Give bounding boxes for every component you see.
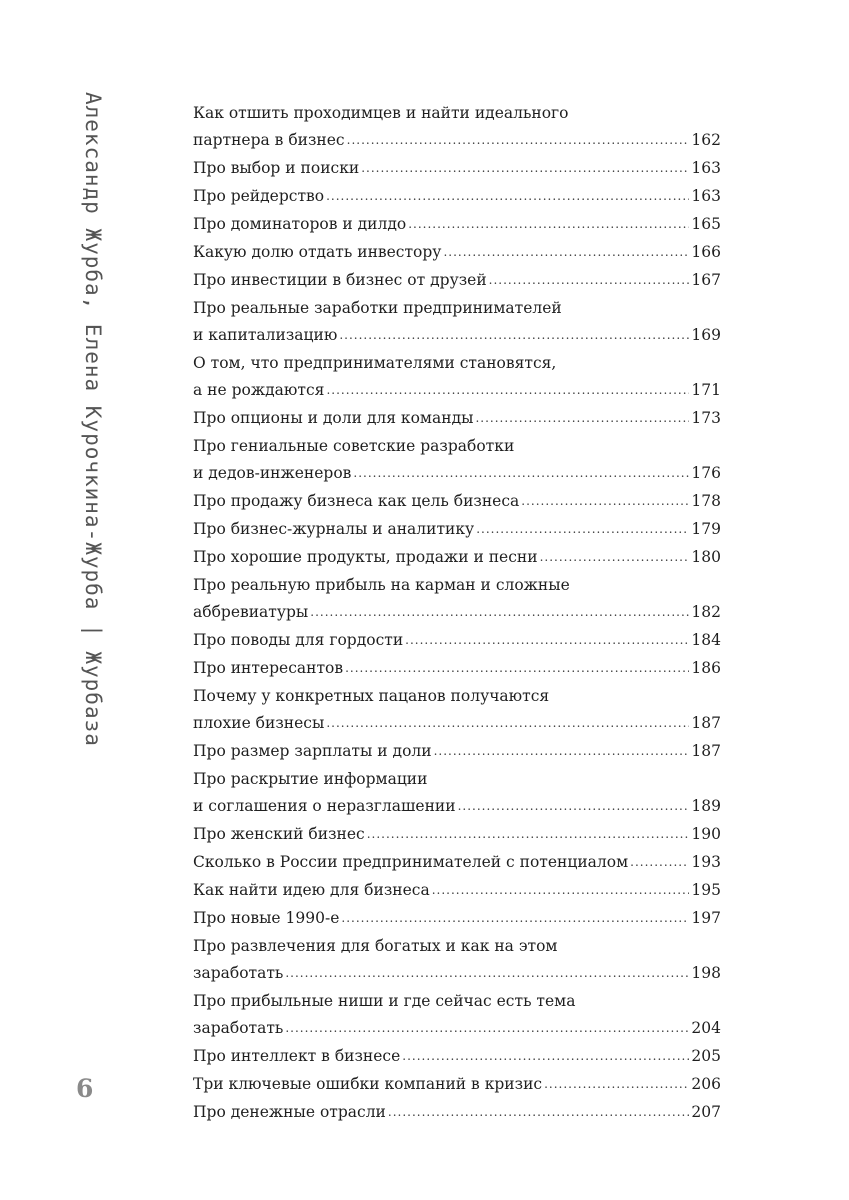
toc-page-number: 171 [691, 381, 721, 399]
toc-page-number: 205 [691, 1047, 721, 1065]
running-head: Александр Журба, Елена Курочкина-Журба | Журбаза [81, 92, 105, 747]
toc-dot-leader [489, 266, 690, 294]
toc-entry-title: Про продажу бизнеса как цель бизнеса [193, 492, 520, 510]
toc-entry-line [193, 655, 721, 683]
toc-entry-title: Как найти идею для бизнеса [193, 881, 430, 899]
toc-entry-line [193, 516, 721, 544]
table-of-contents [193, 100, 721, 1127]
toc-entry-title: Про размер зарплаты и доли [193, 742, 432, 760]
toc-page-number: 206 [691, 1075, 721, 1093]
toc-page-number: 197 [691, 909, 721, 927]
toc-entry-title: Какую долю отдать инвестору [193, 243, 442, 261]
toc-dot-leader [353, 459, 689, 487]
toc-page-number: 169 [691, 326, 721, 344]
toc-entry-title: Про бизнес-журналы и аналитику [193, 520, 475, 538]
toc-page-number: 193 [691, 853, 721, 871]
toc-dot-leader [405, 626, 689, 654]
toc-entry-title: Три ключевые ошибки компаний в кризис [193, 1075, 543, 1093]
toc-entry-title-line: Почему у конкретных пацанов получаются [193, 687, 550, 705]
toc-entry[interactable] [193, 988, 721, 1043]
toc-page-number: 189 [691, 797, 721, 815]
toc-page-number: 186 [691, 659, 721, 677]
toc-entry[interactable] [193, 350, 721, 405]
toc-entry-line [193, 544, 721, 572]
toc-entry-title: и капитализацию [193, 326, 338, 344]
toc-entry-title: партнера в бизнес [193, 131, 345, 149]
toc-entry-title: Сколько в России предпринимателей с потенциалом [193, 853, 629, 871]
toc-page-number: 187 [691, 714, 721, 732]
toc-dot-leader [443, 238, 689, 266]
toc-dot-leader [630, 848, 689, 876]
toc-entry-title: Про хорошие продукты, продажи и песни [193, 548, 538, 566]
toc-entry-title: и соглашения о неразглашении [193, 797, 456, 815]
toc-entry[interactable] [193, 683, 721, 738]
toc-entry-line [193, 849, 721, 877]
toc-entry[interactable] [193, 849, 721, 877]
toc-page-number: 184 [691, 631, 721, 649]
toc-entry-title: а не рождаются [193, 381, 325, 399]
toc-dot-leader [540, 543, 690, 571]
toc-page-number: 166 [691, 243, 721, 261]
toc-page-number: 179 [691, 520, 721, 538]
toc-entry-title: Про доминаторов и дилдо [193, 215, 407, 233]
toc-entry-line [193, 211, 721, 239]
toc-entry[interactable] [193, 183, 721, 211]
toc-entry[interactable] [193, 433, 721, 488]
toc-dot-leader [285, 959, 689, 987]
toc-entry-line [193, 155, 721, 183]
toc-dot-leader [521, 487, 689, 515]
toc-page-number: 198 [691, 964, 721, 982]
toc-entry[interactable] [193, 516, 721, 544]
toc-dot-leader [458, 792, 690, 820]
toc-entry-line [193, 127, 721, 155]
toc-entry-title: Про новые 1990-е [193, 909, 340, 927]
toc-entry[interactable] [193, 1043, 721, 1071]
toc-dot-leader [285, 1014, 689, 1042]
toc-entry[interactable] [193, 211, 721, 239]
toc-entry-line [193, 1015, 721, 1043]
toc-entry-line [193, 960, 721, 988]
toc-entry-line [193, 627, 721, 655]
toc-dot-leader [347, 126, 690, 154]
toc-entry-line [193, 183, 721, 211]
toc-entry-title-line: Про прибыльные ниши и где сейчас есть тема [193, 992, 576, 1010]
toc-entry[interactable] [193, 821, 721, 849]
toc-dot-leader [475, 404, 689, 432]
toc-dot-leader [326, 376, 689, 404]
toc-entry[interactable] [193, 488, 721, 516]
toc-entry[interactable] [193, 655, 721, 683]
toc-entry-line [193, 710, 721, 738]
toc-entry-title: заработать [193, 1019, 284, 1037]
toc-dot-leader [361, 154, 689, 182]
toc-entry-line [193, 1099, 721, 1127]
toc-dot-leader [408, 210, 689, 238]
toc-dot-leader [310, 598, 689, 626]
toc-entry-title: и дедов-инженеров [193, 464, 352, 482]
toc-entry[interactable] [193, 933, 721, 988]
toc-entry-line [193, 460, 721, 488]
toc-entry-title: заработать [193, 964, 284, 982]
toc-entry-line [193, 405, 721, 433]
toc-dot-leader [476, 515, 689, 543]
toc-entry-line [193, 267, 721, 295]
toc-entry-title: Про поводы для гордости [193, 631, 404, 649]
toc-entry-title: Про денежные отрасли [193, 1103, 386, 1121]
toc-entry[interactable] [193, 544, 721, 572]
toc-entry[interactable] [193, 1071, 721, 1099]
toc-entry-line [193, 599, 721, 627]
toc-entry-title-line: Про раскрытие информации [193, 770, 428, 788]
toc-entry-line [193, 793, 721, 821]
toc-entry-line [193, 1043, 721, 1071]
toc-entry-line [193, 1071, 721, 1099]
toc-entry-title-line: Про реальные заработки предпринимателей [193, 299, 562, 317]
toc-page-number: 195 [691, 881, 721, 899]
toc-entry-line [193, 877, 721, 905]
toc-entry[interactable] [193, 267, 721, 295]
toc-entry[interactable] [193, 100, 721, 155]
toc-page-number: 163 [691, 159, 721, 177]
toc-entry-line [193, 738, 721, 766]
toc-entry-line [193, 377, 721, 405]
toc-entry[interactable] [193, 239, 721, 267]
toc-entry[interactable] [193, 572, 721, 627]
toc-page-number: 178 [691, 492, 721, 510]
toc-entry[interactable] [193, 627, 721, 655]
toc-entry-title-line: Про гениальные советские разработки [193, 437, 515, 455]
toc-dot-leader [341, 904, 689, 932]
toc-page-number: 187 [691, 742, 721, 760]
toc-entry[interactable] [193, 905, 721, 933]
toc-entry-title: Про женский бизнес [193, 825, 365, 843]
toc-entry-title: плохие бизнесы [193, 714, 325, 732]
toc-page-number: 162 [691, 131, 721, 149]
toc-entry[interactable] [193, 766, 721, 821]
toc-dot-leader [434, 737, 690, 765]
toc-page-number: 204 [691, 1019, 721, 1037]
toc-page-number: 167 [691, 271, 721, 289]
toc-page-number: 190 [691, 825, 721, 843]
toc-page-number: 163 [691, 187, 721, 205]
toc-entry-title: Про инвестиции в бизнес от друзей [193, 271, 487, 289]
toc-entry[interactable] [193, 738, 721, 766]
toc-entry-title: Про рейдерство [193, 187, 325, 205]
toc-dot-leader [432, 876, 690, 904]
toc-dot-leader [345, 654, 689, 682]
toc-dot-leader [339, 321, 689, 349]
toc-dot-leader [388, 1098, 690, 1126]
toc-dot-leader [326, 182, 689, 210]
toc-page-number: 165 [691, 215, 721, 233]
toc-page-number: 176 [691, 464, 721, 482]
page-number: 6 [76, 1074, 94, 1103]
toc-entry-title: Про выбор и поиски [193, 159, 360, 177]
toc-page-number: 207 [691, 1103, 721, 1121]
toc-dot-leader [402, 1042, 689, 1070]
toc-entry-line [193, 905, 721, 933]
toc-entry[interactable] [193, 295, 721, 350]
toc-entry-title: Про интересантов [193, 659, 344, 677]
toc-entry-title-line: О том, что предпринимателями становятся, [193, 354, 557, 372]
toc-entry[interactable] [193, 405, 721, 433]
toc-entry-line [193, 239, 721, 267]
toc-dot-leader [544, 1070, 689, 1098]
toc-dot-leader [326, 709, 689, 737]
toc-entry-line [193, 488, 721, 516]
toc-dot-leader [367, 820, 690, 848]
toc-entry-title: Про опционы и доли для команды [193, 409, 474, 427]
toc-entry-line [193, 821, 721, 849]
toc-entry[interactable] [193, 155, 721, 183]
toc-entry[interactable] [193, 877, 721, 905]
toc-entry-title-line: Про реальную прибыль на карман и сложные [193, 576, 570, 594]
toc-entry-title: аббревиатуры [193, 603, 309, 621]
toc-entry-title-line: Как отшить проходимцев и найти идеального [193, 104, 569, 122]
toc-page-number: 180 [691, 548, 721, 566]
toc-entry-title-line: Про развлечения для богатых и как на этом [193, 937, 558, 955]
toc-entry[interactable] [193, 1099, 721, 1127]
toc-entry-line [193, 322, 721, 350]
toc-page-number: 173 [691, 409, 721, 427]
toc-entry-title: Про интеллект в бизнесе [193, 1047, 401, 1065]
toc-page-number: 182 [691, 603, 721, 621]
